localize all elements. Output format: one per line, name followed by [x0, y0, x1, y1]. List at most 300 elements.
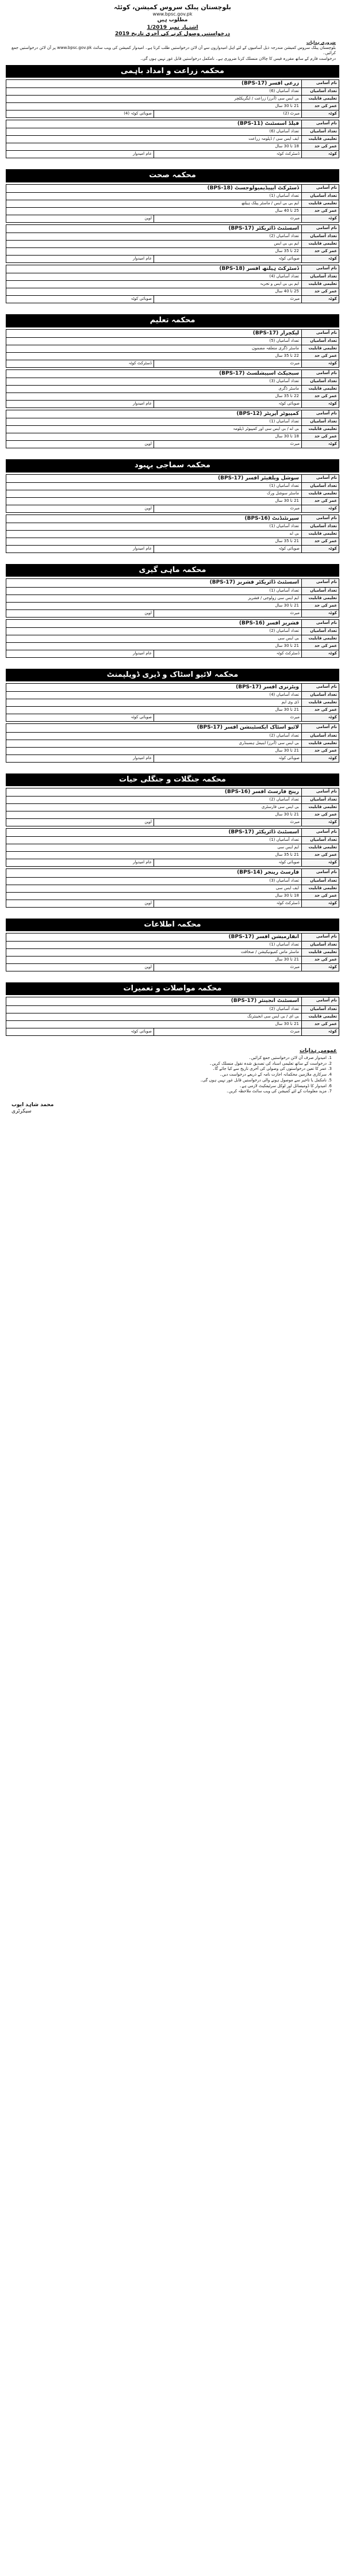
post-field-label: تعلیمی قابلیت: [301, 386, 339, 393]
post-row: [6, 393, 339, 401]
post-name: ویٹرنری افسر (BPS-17): [236, 684, 299, 690]
post-name: ڈسٹرکٹ ایپیڈیمیولوجسٹ (BPS-18): [207, 185, 299, 191]
post-age: 18 تا 30 سال: [275, 893, 299, 898]
post-block: [6, 723, 339, 762]
post-row: [6, 869, 339, 877]
intro-paragraph: بلوچستان پبلک سروس کمیشن مندرجہ ذیل آسامیوں کے لئے اہل امیدواروں سے آن لائن درخواستیں طلب کرتا ہے۔ امیدوار کمیشن کی ویب سائٹ www.bpsc.gov.pk پر آن لائن درخواستیں جمع کرائیں۔: [11, 45, 336, 55]
post-field-label: تعلیمی قابلیت: [301, 426, 339, 433]
post-field-label: عمر کی حد: [301, 288, 339, 295]
post-name: لیکچرار (BPS-17): [252, 330, 299, 336]
section-spacer: [6, 160, 339, 166]
post-row: [6, 610, 339, 617]
quota-cell: عام امیدوار: [132, 755, 152, 760]
post-row: [6, 964, 339, 971]
post-quota: [6, 215, 301, 222]
post-field-label: نام آسامی: [301, 788, 339, 796]
post-age: 21 تا 30 سال: [275, 104, 299, 108]
section-spacer: [6, 555, 339, 561]
post-block: [6, 224, 339, 263]
post-row: [6, 837, 339, 844]
post-age: 22 تا 35 سال: [275, 249, 299, 253]
post-qualification: ماسٹر ڈگری: [278, 386, 299, 391]
post-quota: [6, 296, 301, 303]
post-qualification: ماسٹر ماس کمیونیکیشن / صحافت: [241, 950, 299, 954]
quota-cell: صوبائی کوٹہ: [154, 859, 301, 866]
post-qualification: ماسٹر سوشل ورک: [267, 490, 299, 496]
section-spacer: [6, 973, 339, 979]
signature-block: [12, 1102, 334, 1115]
post-age: 21 تا 30 سال: [275, 643, 299, 648]
post-quota: [6, 755, 301, 762]
post-age: 25 تا 40 سال: [275, 289, 299, 294]
instruction-item: 3. عمر کا تعین درخواستوں کی وصولی کی آخری تاریخ سے کیا جائے گا۔: [8, 1066, 327, 1072]
post-field-label: عمر کی حد: [301, 208, 339, 215]
section-spacer: [6, 1038, 339, 1043]
quota-cell: صوبائی کوٹہ: [131, 715, 152, 720]
post-row: [6, 330, 339, 338]
post-name: فشریز افسر (BPS-16): [239, 620, 299, 626]
post-count: تعداد آسامیاں (4): [269, 274, 299, 279]
post-row: [6, 1028, 339, 1035]
post-row: [6, 546, 339, 552]
post-row: [6, 426, 339, 433]
post-field-label: کوٹہ: [301, 714, 339, 721]
post-row: [6, 515, 339, 523]
post-field-label: تعلیمی قابلیت: [301, 490, 339, 497]
quota-cell: صوبائی کوٹہ (4): [124, 111, 152, 116]
post-block: [6, 79, 339, 118]
quota-cell: ڈسٹرکٹ کوٹہ: [128, 360, 152, 365]
post-row: [6, 200, 339, 208]
post-field-label: عمر کی حد: [301, 852, 339, 859]
post-quota: [6, 441, 301, 448]
post-row: [6, 603, 339, 610]
post-row: [6, 151, 339, 158]
post-field-label: عمر کی حد: [301, 603, 339, 609]
post-field-label: تعداد آسامیاں: [301, 338, 339, 345]
post-row: [6, 208, 339, 215]
post-field-label: تعداد آسامیاں: [301, 483, 339, 490]
quota-cell: میرٹ: [154, 360, 301, 367]
post-row: [6, 579, 339, 587]
quota-cell: میرٹ: [154, 819, 301, 826]
post-count: تعداد آسامیاں (1): [269, 942, 299, 947]
post-field-label: تعلیمی قابلیت: [301, 635, 339, 642]
department-heading: محکمہ اطلاعات: [6, 919, 339, 931]
post-field-label: تعداد آسامیاں: [301, 193, 339, 200]
post-row: [6, 288, 339, 296]
post-row: [6, 233, 339, 241]
post-name: سپرنٹنڈنٹ (BPS-16): [244, 515, 299, 521]
post-block: [6, 410, 339, 448]
post-row: [6, 103, 339, 110]
post-qualification: ماسٹر ڈگری متعلقہ مضمون: [251, 345, 299, 350]
post-field-label: کوٹہ: [301, 296, 339, 303]
post-row: [6, 401, 339, 407]
post-block: [6, 369, 339, 408]
post-field-label: تعداد آسامیاں: [301, 588, 339, 595]
post-row: [6, 859, 339, 866]
post-field-label: نام آسامی: [301, 933, 339, 941]
post-count: تعداد آسامیاں (1): [269, 588, 299, 593]
post-count: تعداد آسامیاں (2): [269, 733, 299, 738]
instruction-item: 2. درخواست کے ساتھ تعلیمی اسناد کی تصدیق شدہ نقول منسلک کریں۔: [8, 1061, 327, 1066]
post-block: [6, 828, 339, 867]
post-name: اسسٹنٹ ڈائریکٹر (BPS-17): [228, 225, 299, 231]
quota-cell: صوبائی کوٹہ: [154, 755, 301, 762]
post-field-label: نام آسامی: [301, 869, 339, 877]
quota-cell: میرٹ: [154, 215, 301, 222]
post-field-label: تعداد آسامیاں: [301, 837, 339, 844]
post-name: فارسٹ رینجر (BPS-14): [237, 870, 299, 876]
post-row: [6, 256, 339, 262]
post-field-label: کوٹہ: [301, 151, 339, 158]
post-field-label: عمر کی حد: [301, 893, 339, 900]
post-row: [6, 733, 339, 740]
post-row: [6, 900, 339, 907]
post-field-label: کوٹہ: [301, 964, 339, 971]
post-row: [6, 273, 339, 281]
post-field-label: تعلیمی قابلیت: [301, 1013, 339, 1020]
post-block: [6, 788, 339, 826]
post-row: [6, 441, 339, 448]
post-block: [6, 933, 339, 971]
post-field-label: تعداد آسامیاں: [301, 273, 339, 280]
post-count: تعداد آسامیاں (1): [269, 524, 299, 528]
department-heading: محکمہ سماجی بہبود: [6, 459, 339, 472]
post-quota: [6, 151, 301, 158]
post-age: 21 تا 35 سال: [275, 852, 299, 858]
post-name: فیلڈ اسسٹنٹ (BPS-11): [237, 121, 299, 127]
quota-cell: اوپن: [144, 965, 152, 969]
post-age: 18 تا 30 سال: [275, 144, 299, 149]
post-qualification: ایم بی بی ایس و تجربہ: [260, 281, 299, 287]
post-block: [6, 683, 339, 722]
quota-cell: ڈسٹرکٹ کوٹہ: [154, 650, 301, 657]
commission-title: بلوچستان پبلک سروس کمیشن، کوئٹہ: [114, 3, 231, 11]
post-field-label: کوٹہ: [301, 360, 339, 367]
post-name: سوشل ویلفیئر افسر (BPS-17): [217, 475, 299, 481]
post-row: [6, 844, 339, 852]
section-spacer: [6, 909, 339, 915]
post-field-label: کوٹہ: [301, 546, 339, 552]
post-field-label: نام آسامی: [301, 724, 339, 731]
post-field-label: تعداد آسامیاں: [301, 733, 339, 740]
instruction-item: 1. امیدوار صرف آن لائن درخواستیں جمع کرائیں۔: [8, 1055, 327, 1061]
post-row: [6, 852, 339, 859]
post-qualification: ایف ایس سی / ڈپلومہ زراعت: [248, 136, 299, 142]
post-field-label: کوٹہ: [301, 819, 339, 826]
post-row: [6, 797, 339, 804]
post-field-label: تعداد آسامیاں: [301, 628, 339, 635]
post-field-label: عمر کی حد: [301, 1021, 339, 1028]
post-row: [6, 1006, 339, 1013]
post-block: [6, 184, 339, 223]
post-block: [6, 265, 339, 303]
post-row: [6, 643, 339, 650]
post-row: [6, 933, 339, 942]
post-field-label: نام آسامی: [301, 684, 339, 691]
quota-cell: اوپن: [144, 215, 152, 220]
post-name: اسسٹنٹ ڈائریکٹر (BPS-17): [228, 829, 299, 835]
post-field-label: تعداد آسامیاں: [301, 797, 339, 803]
post-field-label: تعداد آسامیاں: [301, 692, 339, 699]
post-quota: [6, 256, 301, 262]
post-field-label: تعلیمی قابلیت: [301, 844, 339, 851]
post-block: [6, 578, 339, 617]
quota-cell: میرٹ: [154, 1028, 301, 1035]
post-quota: [6, 110, 301, 117]
post-row: [6, 538, 339, 546]
post-row: [6, 433, 339, 441]
post-field-label: عمر کی حد: [301, 103, 339, 110]
post-row: [6, 360, 339, 367]
instruction-item: 7. مزید معلومات کے لئے کمیشن کی ویب سائٹ ملاحظہ کریں۔: [8, 1089, 327, 1094]
post-block: [6, 619, 339, 658]
post-qualification: ایم بی بی ایس: [274, 241, 299, 246]
general-instructions: [8, 1048, 337, 1095]
post-row: [6, 707, 339, 714]
post-quota: [6, 610, 301, 617]
post-quota: [6, 401, 301, 407]
quota-cell: صوبائی کوٹہ: [131, 296, 152, 302]
post-field-label: عمر کی حد: [301, 393, 339, 400]
department-heading: محکمہ مواصلات و تعمیرات: [6, 982, 339, 995]
post-field-label: تعلیمی قابلیت: [301, 595, 339, 602]
post-row: [6, 957, 339, 964]
post-field-label: کوٹہ: [301, 215, 339, 222]
post-quota: [6, 360, 301, 367]
post-quota: [6, 714, 301, 721]
intro-title: ضروری ہدایات: [306, 40, 336, 45]
quota-cell: میرٹ: [154, 610, 301, 617]
post-name: اسسٹنٹ ڈائریکٹر فشریز (BPS-17): [209, 580, 299, 586]
post-field-label: نام آسامی: [301, 80, 339, 87]
post-row: [6, 120, 339, 128]
post-row: [6, 410, 339, 418]
post-row: [6, 692, 339, 699]
post-field-label: نام آسامی: [301, 829, 339, 836]
quota-cell: عام امیدوار: [132, 256, 152, 261]
post-field-label: عمر کی حد: [301, 433, 339, 440]
post-count: تعداد آسامیاں (1): [269, 483, 299, 488]
post-field-label: عمر کی حد: [301, 143, 339, 150]
post-field-label: تعلیمی قابلیت: [301, 740, 339, 747]
post-row: [6, 684, 339, 692]
post-row: [6, 265, 339, 273]
post-row: [6, 635, 339, 643]
post-count: تعداد آسامیاں (2): [269, 234, 299, 238]
advertisement-page: [6, 0, 339, 1115]
post-row: [6, 531, 339, 538]
post-age: 21 تا 30 سال: [275, 748, 299, 753]
post-quota: [6, 964, 301, 971]
post-row: [6, 620, 339, 628]
post-count: تعداد آسامیاں (6): [269, 89, 299, 93]
post-row: [6, 110, 339, 117]
post-field-label: کوٹہ: [301, 256, 339, 262]
post-age: 21 تا 30 سال: [275, 1021, 299, 1026]
signatory-title: سیکرٹری: [12, 1108, 32, 1115]
post-field-label: کوٹہ: [301, 441, 339, 448]
post-quota: [6, 1028, 301, 1035]
post-row: [6, 505, 339, 512]
section-spacer: [6, 305, 339, 311]
post-field-label: تعلیمی قابلیت: [301, 200, 339, 207]
department-heading: محکمہ تعلیم: [6, 314, 339, 327]
post-row: [6, 128, 339, 136]
post-age: 18 تا 30 سال: [275, 434, 299, 439]
post-row: [6, 490, 339, 498]
post-field-label: تعلیمی قابلیت: [301, 136, 339, 143]
last-date: درخواستیں وصول کرنے کی آخری تاریخ 2019: [115, 31, 230, 37]
quota-cell: عام امیدوار: [132, 401, 152, 406]
post-quota: [6, 819, 301, 826]
quota-cell: عام امیدوار: [132, 151, 152, 157]
post-field-label: نام آسامی: [301, 225, 339, 233]
post-field-label: عمر کی حد: [301, 957, 339, 963]
post-qualification: ایم بی بی ایس / ماسٹر پبلک ہیلتھ: [241, 200, 299, 205]
post-qualification: ایم ایس سی: [277, 845, 299, 850]
post-count: تعداد آسامیاں (4): [269, 692, 299, 698]
quota-cell: ڈسٹرکٹ کوٹہ: [154, 151, 301, 158]
post-field-label: کوٹہ: [301, 610, 339, 617]
post-row: [6, 650, 339, 657]
post-count: تعداد آسامیاں (6): [269, 129, 299, 134]
post-field-label: تعداد آسامیاں: [301, 1006, 339, 1013]
post-row: [6, 755, 339, 762]
post-block: [6, 120, 339, 158]
post-row: [6, 338, 339, 345]
post-row: [6, 1021, 339, 1028]
post-count: تعداد آسامیاں (1): [269, 419, 299, 424]
post-field-label: تعلیمی قابلیت: [301, 345, 339, 352]
post-count: تعداد آسامیاں (2): [269, 797, 299, 802]
post-row: [6, 523, 339, 531]
post-count: تعداد آسامیاں (2): [269, 628, 299, 633]
post-row: [6, 88, 339, 96]
post-qualification: ایم ایس سی زولوجی / فشریز: [248, 595, 299, 600]
post-block: [6, 474, 339, 513]
quota-cell: ڈسٹرکٹ کوٹہ: [154, 900, 301, 907]
post-row: [6, 699, 339, 707]
post-field-label: تعداد آسامیاں: [301, 128, 339, 135]
post-row: [6, 942, 339, 949]
post-field-label: تعداد آسامیاں: [301, 942, 339, 948]
quota-cell: صوبائی کوٹہ: [131, 1028, 152, 1034]
post-row: [6, 997, 339, 1005]
post-field-label: تعداد آسامیاں: [301, 233, 339, 240]
post-field-label: نام آسامی: [301, 410, 339, 418]
post-name: انفارمیشن افسر (BPS-17): [228, 933, 299, 940]
post-qualification: بی ایس سی فارسٹری: [261, 805, 299, 809]
post-qualification: ایف ایس سی: [275, 885, 299, 890]
post-age: 21 تا 35 سال: [275, 539, 299, 543]
post-row: [6, 143, 339, 151]
post-row: [6, 353, 339, 360]
post-name: لائیو اسٹاک ایکسٹینشن افسر (BPS-17): [197, 725, 299, 731]
post-field-label: تعداد آسامیاں: [301, 878, 339, 885]
post-block: [6, 515, 339, 553]
post-field-label: نام آسامی: [301, 330, 339, 337]
post-row: [6, 878, 339, 885]
post-row: [6, 829, 339, 837]
post-field-label: عمر کی حد: [301, 248, 339, 255]
signatory-name: محمد شاہد ایوب: [12, 1102, 54, 1108]
intro-paragraph: درخواست فارم کے ساتھ مقررہ فیس کا چالان منسلک کرنا ضروری ہے۔ نامکمل درخواستیں قابل غور نہیں ہوں گی۔: [140, 56, 336, 61]
post-field-label: نام آسامی: [301, 120, 339, 128]
post-field-label: نام آسامی: [301, 370, 339, 378]
post-field-label: تعداد آسامیاں: [301, 378, 339, 385]
quota-cell: میرٹ: [154, 714, 301, 721]
post-row: [6, 80, 339, 88]
quota-cell: اوپن: [144, 505, 152, 510]
quota-cell: میرٹ: [154, 505, 301, 512]
post-field-label: عمر کی حد: [301, 498, 339, 505]
post-row: [6, 628, 339, 635]
instruction-item: 5. نامکمل یا تاخیر سے موصول ہونے والی درخواستیں قابل غور نہیں ہوں گی۔: [8, 1078, 327, 1083]
post-block: [6, 868, 339, 907]
post-field-label: کوٹہ: [301, 755, 339, 762]
post-row: [6, 893, 339, 900]
post-qualification: بی اے: [289, 531, 299, 536]
quota-cell: صوبائی کوٹہ: [154, 546, 301, 552]
post-row: [6, 740, 339, 748]
post-row: [6, 225, 339, 233]
post-row: [6, 281, 339, 288]
department-heading: محکمہ ماہی گیری: [6, 564, 339, 577]
post-quota: [6, 859, 301, 866]
post-field-label: کوٹہ: [301, 401, 339, 407]
post-field-label: تعداد آسامیاں: [301, 88, 339, 95]
advertisement-number: اشتہار نمبر 1/2019: [147, 25, 198, 31]
post-name: اسسٹنٹ انجینئر (BPS-17): [231, 998, 299, 1004]
section-spacer: [6, 450, 339, 456]
post-row: [6, 595, 339, 603]
post-age: 21 تا 30 سال: [275, 812, 299, 817]
post-row: [6, 1013, 339, 1021]
post-field-label: تعلیمی قابلیت: [301, 531, 339, 538]
post-name: رینج فارسٹ افسر (BPS-16): [224, 788, 299, 795]
quota-cell: عام امیدوار: [132, 860, 152, 865]
post-field-label: نام آسامی: [301, 620, 339, 627]
post-row: [6, 296, 339, 303]
post-count: تعداد آسامیاں (3): [269, 878, 299, 883]
post-row: [6, 949, 339, 957]
post-field-label: عمر کی حد: [301, 538, 339, 545]
post-row: [6, 588, 339, 595]
post-age: 25 تا 40 سال: [275, 208, 299, 213]
departments-list: [6, 65, 339, 1043]
post-field-label: نام آسامی: [301, 265, 339, 273]
post-row: [6, 714, 339, 721]
post-qualification: ڈی وی ایم: [281, 700, 299, 705]
post-field-label: عمر کی حد: [301, 811, 339, 818]
post-row: [6, 483, 339, 490]
post-field-label: نام آسامی: [301, 997, 339, 1005]
post-field-label: تعداد آسامیاں: [301, 418, 339, 425]
quota-cell: اوپن: [144, 820, 152, 824]
post-age: 21 تا 30 سال: [275, 603, 299, 608]
quota-cell: اوپن: [144, 610, 152, 615]
post-field-label: تعلیمی قابلیت: [301, 699, 339, 706]
header-subtitle: مطلوب ہیں: [157, 17, 188, 23]
website-link[interactable]: www.bpsc.gov.pk: [152, 11, 193, 17]
post-row: [6, 475, 339, 483]
post-row: [6, 248, 339, 256]
post-qualification: بی اے / بی ایس سی اور کمپیوٹر ڈپلومہ: [233, 426, 299, 432]
post-age: 21 تا 30 سال: [275, 957, 299, 962]
